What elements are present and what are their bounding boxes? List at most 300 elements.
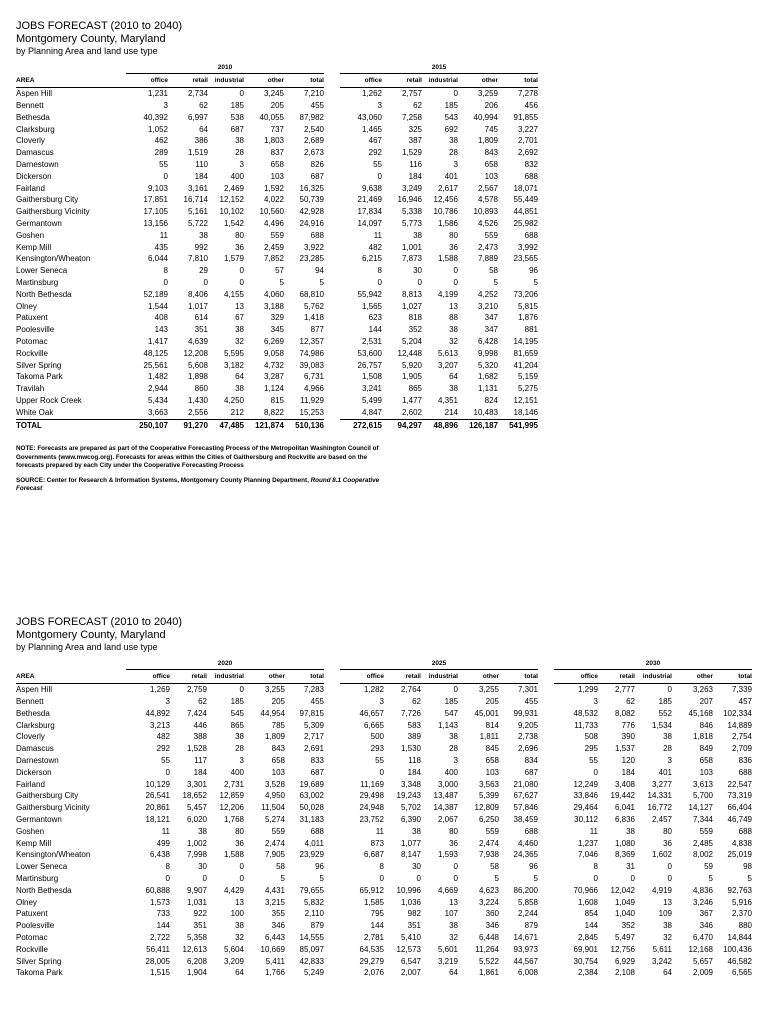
cell-other: 329: [270, 313, 284, 323]
cell-office: 5,499: [361, 396, 382, 406]
cell-retail: 8,813: [401, 289, 422, 299]
cell-retail: 2,734: [187, 89, 208, 99]
cell-retail: 583: [407, 720, 421, 730]
cell-total: 99,931: [513, 708, 538, 718]
cell-retail: 5,457: [186, 803, 207, 813]
cell-industrial: 64: [449, 372, 458, 382]
cell-retail: 5,204: [401, 337, 422, 347]
cell-other: 658: [484, 160, 498, 170]
cell-total: 4,011: [304, 838, 324, 848]
cell-other: 2,485: [692, 838, 713, 848]
cell-total: 5,249: [303, 968, 324, 978]
cell-other: 5: [494, 874, 499, 884]
cell-industrial: 64: [235, 372, 244, 382]
cell-retail: 865: [408, 384, 422, 394]
cell-total: 96: [529, 862, 538, 872]
cell-industrial: 1,534: [651, 720, 672, 730]
cell-total: 6,565: [731, 968, 752, 978]
cell-industrial: 0: [239, 278, 244, 288]
cell-industrial: 212: [230, 407, 244, 417]
cell-other: 347: [484, 313, 498, 323]
cell-other: 5,399: [478, 791, 499, 801]
cell-other: 5: [279, 278, 284, 288]
table-row: [16, 100, 538, 112]
cell-office: 499: [156, 838, 170, 848]
cell-office: 293: [370, 744, 384, 754]
column-header-other: other: [244, 670, 285, 684]
cell-total: 50,028: [299, 803, 324, 813]
table-row: [16, 956, 752, 968]
cell-other: 3,224: [478, 897, 499, 907]
table-row: [16, 932, 752, 944]
table-row: [16, 218, 538, 230]
cell-office: 0: [593, 767, 598, 777]
column-header-office: office: [554, 670, 598, 684]
cell-other: 360: [485, 909, 499, 919]
cell-retail: 1,477: [401, 396, 422, 406]
area-name: Bethesda: [16, 708, 50, 718]
cell-industrial: 400: [230, 767, 244, 777]
table-row: [16, 696, 752, 708]
cell-total: 2,717: [303, 732, 324, 742]
cell-industrial: 1,586: [437, 219, 458, 229]
cell-other: 815: [270, 396, 284, 406]
cell-other: 3,287: [263, 372, 284, 382]
cell-retail: 992: [194, 242, 208, 252]
table-row: [16, 684, 752, 696]
cell-other: 559: [270, 230, 284, 240]
cell-total: 5,309: [303, 720, 324, 730]
column-header-industrial: industrial: [421, 670, 458, 684]
table-row: [16, 755, 752, 767]
cell-total: 688: [310, 230, 324, 240]
cell-other: 345: [270, 325, 284, 335]
cell-retail: 5,161: [187, 207, 208, 217]
cell-industrial: 0: [239, 266, 244, 276]
table-row: [16, 407, 538, 419]
cell-office: 29,498: [359, 791, 384, 801]
table-row: [16, 265, 538, 277]
cell-office: 6,687: [363, 850, 384, 860]
cell-total: 455: [524, 697, 538, 707]
cell-total: 832: [524, 160, 538, 170]
cell-other: 58: [489, 266, 498, 276]
cell-other: 2,474: [478, 838, 499, 848]
table-row: [16, 159, 538, 171]
cell-industrial: 38: [663, 732, 672, 742]
cell-retail: 6,547: [400, 956, 421, 966]
cell-other: 3,613: [692, 779, 713, 789]
cell-other: 347: [484, 325, 498, 335]
cell-other: 1,124: [263, 384, 284, 394]
cell-retail: 184: [193, 767, 207, 777]
cell-other: 205: [485, 697, 499, 707]
cell-other: 6,428: [477, 337, 498, 347]
cell-industrial: 13: [449, 301, 458, 311]
cell-retail: 352: [621, 921, 635, 931]
cell-industrial: 0: [453, 874, 458, 884]
cell-office: 8: [163, 266, 168, 276]
cell-retail: 12,756: [610, 944, 635, 954]
area-name: Clarksburg: [16, 124, 55, 134]
cell-total: 39,083: [299, 360, 324, 370]
cell-total: 94: [315, 266, 324, 276]
column-header-other: other: [244, 74, 284, 88]
cell-other: 355: [271, 909, 285, 919]
table-row: [16, 920, 752, 932]
cell-total: 81,659: [513, 348, 538, 358]
report-title: JOBS FORECAST (2010 to 2040): [16, 20, 183, 32]
cell-office: 1,515: [149, 968, 170, 978]
cell-industrial: 80: [663, 826, 672, 836]
cell-other: 4,836: [692, 885, 713, 895]
cell-other: 559: [484, 230, 498, 240]
cell-industrial: 3,207: [437, 360, 458, 370]
cell-retail: 62: [626, 697, 635, 707]
area-name: Potomac: [16, 933, 48, 943]
cell-total: 57,846: [513, 803, 538, 813]
report-byline: by Planning Area and land use type: [16, 642, 158, 652]
cell-office: 60,888: [145, 885, 170, 895]
cell-other: 206: [484, 101, 498, 111]
cell-retail: 1,027: [401, 301, 422, 311]
cell-total: 14,889: [727, 720, 752, 730]
cell-office: 11: [373, 230, 382, 240]
cell-total: 877: [310, 325, 324, 335]
cell-industrial: 38: [449, 325, 458, 335]
cell-retail: 12,208: [183, 348, 208, 358]
cell-total: 2,540: [303, 124, 324, 134]
cell-industrial: 1,143: [437, 720, 458, 730]
cell-other: 346: [699, 921, 713, 931]
table-row: [16, 324, 538, 336]
cell-other: 367: [699, 909, 713, 919]
cell-industrial: 100: [230, 909, 244, 919]
cell-total: 86,200: [513, 885, 538, 895]
cell-total: 2,691: [303, 744, 324, 754]
cell-other: 3,255: [264, 685, 285, 695]
cell-other: 2,459: [263, 242, 284, 252]
cell-retail: 351: [194, 325, 208, 335]
cell-office: 69,901: [573, 944, 598, 954]
cell-retail: 5,358: [186, 933, 207, 943]
cell-other: 1,766: [264, 968, 285, 978]
cell-retail: 3,161: [187, 183, 208, 193]
cell-industrial: 16,772: [647, 803, 672, 813]
table-row: [16, 135, 538, 147]
cell-industrial: 400: [444, 767, 458, 777]
area-name: Dickerson: [16, 767, 52, 777]
cell-retail: 387: [408, 136, 422, 146]
cell-retail: 2,007: [400, 968, 421, 978]
cell-office: 21,469: [357, 195, 382, 205]
cell-industrial: 38: [663, 921, 672, 931]
cell-total: 541,995: [498, 419, 538, 431]
cell-industrial: 401: [658, 767, 672, 777]
cell-total: 510,136: [284, 419, 324, 431]
column-header-industrial: industrial: [207, 670, 244, 684]
cell-other: 4,496: [263, 219, 284, 229]
cell-industrial: 67: [235, 313, 244, 323]
area-name: Takoma Park: [16, 968, 63, 978]
cell-office: 144: [584, 921, 598, 931]
forecast-block-2010-2015: [16, 20, 538, 499]
column-header-other: other: [458, 74, 498, 88]
cell-industrial: 64: [235, 968, 244, 978]
cell-total: 3,227: [517, 124, 538, 134]
cell-office: 6,438: [149, 850, 170, 860]
cell-total: 14,195: [513, 337, 538, 347]
report-byline: by Planning Area and land use type: [16, 46, 158, 56]
area-name: Darnestown: [16, 756, 59, 766]
cell-office: 44,892: [145, 708, 170, 718]
cell-other: 4,022: [263, 195, 284, 205]
cell-other: 1,818: [692, 732, 713, 742]
area-name: Upper Rock Creek: [16, 396, 82, 406]
cell-total: 15,253: [299, 407, 324, 417]
cell-total: 16,325: [299, 183, 324, 193]
cell-total: 23,285: [299, 254, 324, 264]
cell-retail: 5,608: [187, 360, 208, 370]
cell-other: 7,344: [692, 815, 713, 825]
table-row: [16, 395, 538, 407]
cell-office: 8: [379, 862, 384, 872]
cell-retail: 776: [621, 720, 635, 730]
table-row: [16, 908, 752, 920]
cell-industrial: 4,919: [651, 885, 672, 895]
cell-other: 346: [271, 921, 285, 931]
cell-other: 3,528: [264, 779, 285, 789]
cell-other: 843: [271, 744, 285, 754]
cell-total: 3,992: [517, 242, 538, 252]
cell-retail: 38: [199, 230, 208, 240]
cell-other: 11,264: [475, 944, 499, 954]
area-name: Rockville: [16, 348, 49, 358]
cell-retail: 6,997: [187, 112, 208, 122]
cell-other: 824: [484, 396, 498, 406]
cell-retail: 62: [413, 101, 422, 111]
cell-industrial: 38: [449, 384, 458, 394]
table-row: [16, 885, 752, 897]
cell-industrial: 1,579: [223, 254, 244, 264]
cell-office: 0: [593, 874, 598, 884]
cell-industrial: 687: [230, 124, 244, 134]
cell-industrial: 80: [235, 826, 244, 836]
cell-office: 0: [165, 767, 170, 777]
cell-retail: 12,613: [182, 944, 207, 954]
cell-retail: 2,777: [614, 685, 635, 695]
table-row: [16, 967, 752, 979]
cell-retail: 6,041: [614, 803, 635, 813]
cell-total: 826: [310, 160, 324, 170]
cell-retail: 1,519: [187, 148, 208, 158]
table-row: [16, 348, 538, 360]
cell-other: 8,002: [692, 850, 713, 860]
cell-total: 25,019: [727, 850, 752, 860]
cell-office: 2,944: [147, 384, 168, 394]
area-name: Fairland: [16, 183, 45, 193]
cell-industrial: 538: [230, 112, 244, 122]
cell-industrial: 0: [453, 278, 458, 288]
cell-total: 5,762: [303, 301, 324, 311]
cell-retail: 3,301: [186, 779, 207, 789]
area-name: Lower Seneca: [16, 266, 68, 276]
cell-retail: 1,905: [401, 372, 422, 382]
cell-office: 0: [165, 874, 170, 884]
cell-office: 143: [154, 325, 168, 335]
area-name: Gaithersburg City: [16, 791, 79, 801]
cell-industrial: 38: [235, 384, 244, 394]
cell-office: 1,262: [361, 89, 382, 99]
cell-retail: 1,898: [187, 372, 208, 382]
cell-total: 19,689: [299, 779, 324, 789]
cell-total: 5,275: [517, 384, 538, 394]
table-row: [16, 194, 538, 206]
cell-retail: 62: [198, 697, 207, 707]
cell-office: 1,573: [149, 897, 170, 907]
cell-industrial: 547: [444, 708, 458, 718]
table-row: [16, 88, 538, 100]
cell-total: 42,928: [299, 207, 324, 217]
cell-other: 1,803: [263, 136, 284, 146]
cell-industrial: 3,219: [437, 956, 458, 966]
cell-total: 97,815: [299, 708, 324, 718]
column-header-industrial: industrial: [635, 670, 672, 684]
cell-other: 5: [493, 278, 498, 288]
cell-industrial: 80: [235, 230, 244, 240]
cell-other: 5,522: [478, 956, 499, 966]
area-name: Patuxent: [16, 313, 48, 323]
cell-total: 24,916: [299, 219, 324, 229]
cell-industrial: 0: [453, 685, 458, 695]
cell-retail: 351: [193, 921, 207, 931]
cell-retail: 62: [199, 101, 208, 111]
cell-other: 2,473: [477, 242, 498, 252]
cell-office: 30,754: [573, 956, 598, 966]
cell-office: 53,600: [357, 348, 382, 358]
cell-other: 559: [271, 826, 285, 836]
cell-industrial: 13: [663, 897, 672, 907]
cell-industrial: 64: [449, 968, 458, 978]
cell-industrial: 4,199: [437, 289, 458, 299]
cell-total: 5,858: [517, 897, 538, 907]
cell-total: 98: [743, 862, 752, 872]
area-name: Silver Spring: [16, 956, 62, 966]
cell-retail: 6,020: [186, 815, 207, 825]
cell-retail: 38: [412, 826, 421, 836]
cell-office: 1,269: [149, 685, 170, 695]
cell-retail: 16,714: [183, 195, 208, 205]
cell-office: 292: [156, 744, 170, 754]
table-row: [16, 230, 538, 242]
cell-other: 837: [270, 148, 284, 158]
cell-office: 795: [370, 909, 384, 919]
cell-total: 4,460: [517, 838, 538, 848]
cell-industrial: 692: [444, 124, 458, 134]
cell-retail: 29: [199, 266, 208, 276]
cell-office: 435: [154, 242, 168, 252]
column-header-office: office: [126, 670, 170, 684]
cell-retail: 446: [193, 720, 207, 730]
table-row: [16, 289, 538, 301]
column-header-total: total: [498, 74, 538, 88]
cell-office: 462: [154, 136, 168, 146]
cell-retail: 5,497: [614, 933, 635, 943]
cell-industrial: 38: [449, 921, 458, 931]
cell-office: 6,665: [363, 720, 384, 730]
cell-total: 688: [524, 171, 538, 181]
cell-office: 55: [375, 756, 384, 766]
cell-industrial: 0: [453, 862, 458, 872]
cell-industrial: 0: [667, 862, 672, 872]
cell-total: 7,283: [303, 685, 324, 695]
area-name: Kemp Mill: [16, 838, 52, 848]
table-row: [16, 301, 538, 313]
total-row: [16, 419, 538, 431]
cell-retail: 351: [407, 921, 421, 931]
cell-retail: 1,049: [614, 897, 635, 907]
cell-industrial: 185: [658, 697, 672, 707]
cell-office: 1,608: [577, 897, 598, 907]
jobs-table-2020-2030: [16, 658, 752, 979]
area-name: Dickerson: [16, 171, 52, 181]
cell-retail: 8,082: [614, 708, 635, 718]
cell-retail: 0: [630, 874, 635, 884]
table-row: [16, 897, 752, 909]
cell-total: 14,844: [727, 933, 752, 943]
table-row: [16, 802, 752, 814]
cell-total: 21,080: [513, 779, 538, 789]
cell-retail: 184: [407, 767, 421, 777]
cell-total: 2,738: [517, 732, 538, 742]
cell-total: 42,833: [299, 956, 324, 966]
cell-retail: 389: [407, 732, 421, 742]
cell-industrial: 13: [449, 897, 458, 907]
forecast-block-2020-2030: [16, 616, 752, 979]
cell-industrial: 0: [453, 266, 458, 276]
cell-total: 2,673: [303, 148, 324, 158]
cell-office: 3,213: [149, 720, 170, 730]
cell-industrial: 13,487: [433, 791, 458, 801]
cell-industrial: 12,152: [219, 195, 244, 205]
cell-other: 7,938: [478, 850, 499, 860]
cell-retail: 6,836: [614, 815, 635, 825]
cell-office: 18,121: [145, 815, 170, 825]
cell-retail: 0: [416, 874, 421, 884]
cell-office: 8: [593, 862, 598, 872]
jobs-table-2010-2015: [16, 62, 538, 431]
cell-total: 67,627: [513, 791, 538, 801]
cell-other: 4,950: [264, 791, 285, 801]
area-name: North Bethesda: [16, 289, 72, 299]
table-row: [16, 779, 752, 791]
area-column-header: AREA: [16, 74, 126, 88]
cell-retail: 1,528: [186, 744, 207, 754]
cell-other: 1,682: [477, 372, 498, 382]
cell-total: 6,731: [303, 372, 324, 382]
cell-total: 4,838: [731, 838, 752, 848]
cell-office: 482: [368, 242, 382, 252]
cell-retail: 0: [202, 874, 207, 884]
area-name: Clarksburg: [16, 720, 55, 730]
cell-other: 6,448: [478, 933, 499, 943]
cell-total: 31,183: [299, 815, 324, 825]
cell-other: 6,443: [264, 933, 285, 943]
cell-industrial: 38: [449, 136, 458, 146]
cell-total: 38,459: [513, 815, 538, 825]
cell-office: 56,411: [146, 944, 170, 954]
cell-other: 44,954: [260, 708, 285, 718]
